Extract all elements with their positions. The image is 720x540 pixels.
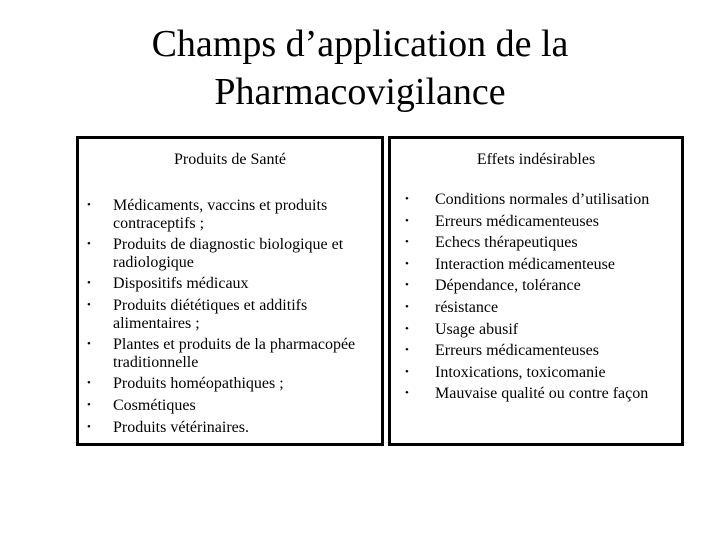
list-item-text: Dispositifs médicaux xyxy=(113,275,249,293)
bullet-icon: • xyxy=(405,365,409,378)
produits-sante-list xyxy=(87,197,375,440)
bullet-icon: • xyxy=(87,338,91,351)
list-item xyxy=(405,299,677,317)
list-item xyxy=(87,197,375,232)
bullet-icon: • xyxy=(87,238,91,251)
bullet-icon: • xyxy=(405,344,409,357)
list-item-text: Produits vétérinaires. xyxy=(113,418,249,436)
slide-title-line-2: Pharmacovigilance xyxy=(214,71,506,113)
list-item xyxy=(405,321,677,339)
list-item-text: Produits homéopathiques ; xyxy=(113,375,284,393)
bullet-icon: • xyxy=(405,322,409,335)
bullet-icon: • xyxy=(405,387,409,400)
bullet-icon: • xyxy=(87,277,91,290)
list-item-text: Mauvaise qualité ou contre façon xyxy=(435,385,649,403)
effets-indesirables-list xyxy=(405,191,677,407)
bullet-icon: • xyxy=(87,199,91,211)
list-item xyxy=(405,234,677,252)
effets-indesirables-header: Effets indésirables xyxy=(476,151,596,168)
list-item xyxy=(405,256,677,274)
list-item-text: Interaction médicamenteuse xyxy=(435,255,615,273)
bullet-icon: • xyxy=(87,298,91,311)
list-item xyxy=(87,336,375,371)
list-item-text: Dépendance, tolérance xyxy=(435,277,581,295)
list-item xyxy=(87,419,375,437)
list-item xyxy=(87,397,375,415)
bullet-icon: • xyxy=(87,377,91,390)
list-item xyxy=(87,236,375,271)
list-item xyxy=(405,277,677,295)
produits-sante-header: Produits de Santé xyxy=(174,151,286,168)
effets-indesirables-box xyxy=(388,136,684,446)
list-item xyxy=(405,191,677,209)
bullet-icon: • xyxy=(405,279,409,292)
list-item-text: résistance xyxy=(435,298,499,316)
list-item xyxy=(405,385,677,403)
list-item-text: Produits de diagnostic biologique et radiologique xyxy=(113,236,344,271)
list-item-text: Produits diététiques et additifs alimentaires ; xyxy=(113,296,308,332)
bullet-icon: • xyxy=(405,214,409,227)
bullet-icon: • xyxy=(405,193,409,205)
bullet-icon: • xyxy=(405,257,409,270)
list-item xyxy=(405,342,677,360)
list-item-text: Intoxications, toxicomanie xyxy=(435,363,606,381)
list-item xyxy=(405,364,677,382)
slide-title xyxy=(0,20,720,116)
list-item xyxy=(405,213,677,231)
list-item-text: Usage abusif xyxy=(435,320,519,338)
produits-sante-box xyxy=(76,136,384,446)
list-item-text: Echecs thérapeutiques xyxy=(435,234,578,252)
list-item xyxy=(87,275,375,293)
list-item-text: Cosmétiques xyxy=(113,396,196,414)
bullet-icon: • xyxy=(87,398,91,411)
bullet-icon: • xyxy=(405,300,409,313)
list-item-text: Erreurs médicamenteuses xyxy=(435,212,599,230)
list-item-text: Erreurs médicamenteuses xyxy=(435,342,599,360)
list-item-text: Médicaments, vaccins et produits contraceptifs ; xyxy=(113,197,328,232)
bullet-icon: • xyxy=(405,236,409,249)
list-item xyxy=(87,297,375,332)
slide-title-line-1: Champs d’application de la xyxy=(151,23,569,65)
list-item xyxy=(87,375,375,393)
list-item-text: Conditions normales d’utilisation xyxy=(435,191,650,208)
list-item-text: Plantes et produits de la pharmacopée traditionnelle xyxy=(113,336,356,371)
bullet-icon: • xyxy=(87,420,91,433)
